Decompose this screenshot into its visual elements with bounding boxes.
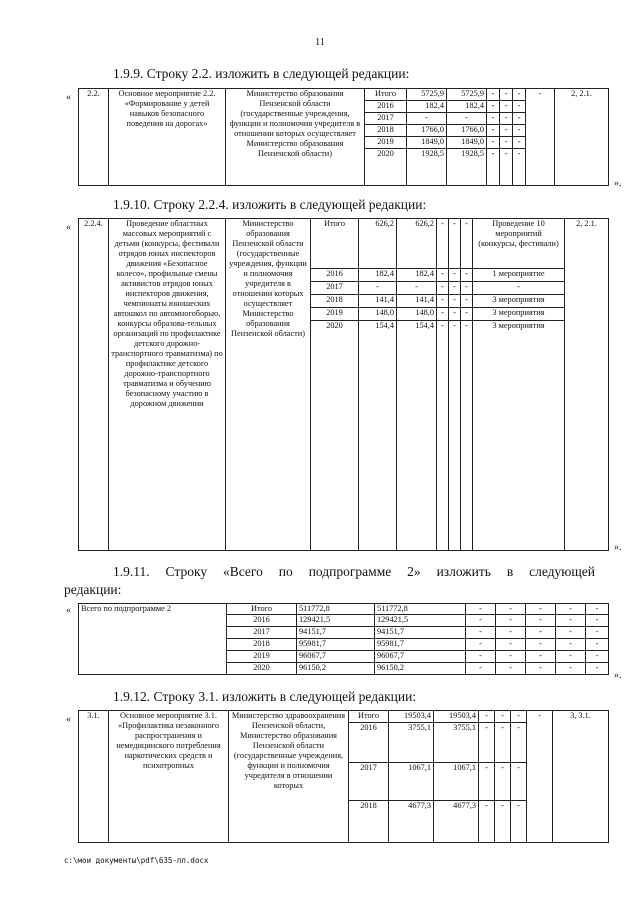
result-cell: 3 мероприятия — [473, 321, 565, 551]
result-cell: 3 мероприятия — [473, 308, 565, 321]
dash-cell: - — [513, 149, 526, 186]
dash-cell: - — [526, 627, 556, 639]
budget-cell: 19503,4 — [434, 711, 479, 723]
total-cell: 1849,0 — [407, 137, 447, 149]
dash-cell: - — [586, 627, 609, 639]
result-cell: 3 мероприятия — [473, 295, 565, 308]
dash-cell: - — [500, 101, 513, 113]
table-total-subprogram-2 — [78, 603, 609, 675]
total-cell: 95981,7 — [297, 639, 375, 651]
section-heading-3-1: 1.9.12. Строку 3.1. изложить в следующей редакции: — [113, 689, 417, 704]
budget-cell: 4677,3 — [434, 801, 479, 843]
budget-cell: 141,4 — [397, 295, 437, 308]
year-cell: Итого — [227, 604, 297, 615]
dash-cell: - — [487, 101, 500, 113]
total-cell: 154,4 — [359, 321, 397, 551]
dash-cell: - — [495, 763, 511, 801]
dash-cell: - — [511, 723, 527, 763]
budget-cell: 1928,5 — [447, 149, 487, 186]
dash-cell: - — [466, 651, 496, 663]
dash-cell: - — [437, 219, 449, 269]
dash-cell: - — [500, 149, 513, 186]
name-cell: Всего по подпрограмме 2 — [79, 604, 227, 675]
dash-cell: - — [511, 763, 527, 801]
dash-cell: - — [526, 604, 556, 615]
year-cell: 2020 — [227, 663, 297, 675]
page-number: 11 — [315, 37, 325, 48]
dash-cell: - — [487, 149, 500, 186]
dash-cell: - — [526, 663, 556, 675]
ref-cell: 2, 2.1. — [555, 89, 609, 186]
result-cell: 1 мероприятие — [473, 269, 565, 282]
dash-cell: - — [461, 308, 473, 321]
executor-cell: Министерство образования Пензенской области (государственные учреждения, функции и полномочия учредителя в отношении которых осуществляет Министерство образования Пензенской области) — [226, 89, 365, 186]
dash-cell: - — [466, 627, 496, 639]
budget-cell: 154,4 — [397, 321, 437, 551]
budget-cell: 94151,7 — [375, 627, 466, 639]
code-cell: 2.2.4. — [79, 219, 109, 551]
year-cell: 2018 — [227, 639, 297, 651]
year-cell: 2018 — [365, 125, 407, 137]
open-quote: « — [66, 714, 71, 725]
executor-cell: Министерство здравоохранения Пензенской области, Министерство образования Пензенской области (государственные учреждения, функции и полномочия учредителя в отношении которых — [229, 711, 349, 843]
dash-cell: - — [556, 615, 586, 627]
dash-cell: - — [496, 651, 526, 663]
dash-cell: - — [449, 219, 461, 269]
executor-cell: Министерство образования Пензенской области (государственные учреждения, функции и полномочия учредителя в отношении которых осуществляет Министерство образования Пензенской области) — [226, 219, 311, 551]
total-cell: 1766,0 — [407, 125, 447, 137]
dash-cell: - — [513, 113, 526, 125]
table-row-3-1 — [78, 710, 609, 843]
dash-cell: - — [479, 723, 495, 763]
budget-cell: 182,4 — [447, 101, 487, 113]
dash-cell: - — [466, 604, 496, 615]
year-cell: 2016 — [365, 101, 407, 113]
total-cell: 1928,5 — [407, 149, 447, 186]
ref-cell: 2, 2.1. — [565, 219, 609, 551]
dash-cell: - — [437, 321, 449, 551]
year-cell: 2020 — [311, 321, 359, 551]
dash-cell: - — [479, 711, 495, 723]
year-cell: 2016 — [227, 615, 297, 627]
budget-cell: 148,0 — [397, 308, 437, 321]
table-row-2-2 — [78, 88, 609, 186]
year-cell: Итого — [349, 711, 389, 723]
dash-cell: - — [487, 125, 500, 137]
dash-cell: - — [487, 89, 500, 101]
budget-cell: - — [397, 282, 437, 295]
dash-cell: - — [556, 639, 586, 651]
section-heading-2-2-4: 1.9.10. Строку 2.2.4. изложить в следующей редакции: — [113, 197, 427, 212]
year-cell: 2016 — [349, 723, 389, 763]
dash-cell: - — [500, 89, 513, 101]
year-cell: 2016 — [311, 269, 359, 282]
dash-cell: - — [495, 801, 511, 843]
close-quote: ». — [614, 178, 622, 189]
dash-cell: - — [496, 663, 526, 675]
dash-cell: - — [586, 604, 609, 615]
budget-cell: 95981,7 — [375, 639, 466, 651]
year-cell: 2020 — [365, 149, 407, 186]
budget-cell: 1067,1 — [434, 763, 479, 801]
budget-cell: 96150,2 — [375, 663, 466, 675]
total-cell: 5725,9 — [407, 89, 447, 101]
year-cell: 2017 — [311, 282, 359, 295]
dash-cell: - — [500, 125, 513, 137]
dash-cell: - — [556, 627, 586, 639]
name-cell: Проведение областных массовых мероприятий с детьми (конкурсы, фестивали отрядов юных инспекторов движения «Безопасное колесо», профильные смены активистов отрядов юных инспекторов движения, чемпионаты юношеских автошкол по автомногоборью, конкурсы образова-тельных организаций по профилактике детского дорожно-транспортного травматизма) по профилактике детского дорожно-транспортного травматизма и обучению безопасному участию в дорожном движении — [109, 219, 226, 551]
total-cell: 182,4 — [359, 269, 397, 282]
close-quote: ». — [614, 670, 622, 681]
year-cell: 2018 — [349, 801, 389, 843]
dash-cell: - — [449, 308, 461, 321]
dash-cell: - — [479, 801, 495, 843]
code-cell: 3.1. — [79, 711, 109, 843]
year-cell: 2019 — [365, 137, 407, 149]
total-cell: 96150,2 — [297, 663, 375, 675]
section-heading-total-2-line1: 1.9.11. Строку «Всего по подпрограмме 2» изложить в следующей — [113, 564, 595, 579]
year-cell: 2017 — [365, 113, 407, 125]
dash-cell: - — [461, 321, 473, 551]
dash-cell: - — [461, 219, 473, 269]
dash-cell: - — [500, 137, 513, 149]
year-cell: 2019 — [311, 308, 359, 321]
budget-cell: 129421,5 — [375, 615, 466, 627]
budget-cell: - — [447, 113, 487, 125]
dash-cell: - — [437, 295, 449, 308]
dash-cell: - — [526, 651, 556, 663]
year-cell: 2017 — [349, 763, 389, 801]
budget-cell: 182,4 — [397, 269, 437, 282]
dash-cell: - — [500, 113, 513, 125]
dash-cell: - — [479, 763, 495, 801]
total-cell: 94151,7 — [297, 627, 375, 639]
dash-cell: - — [466, 663, 496, 675]
year-cell: 2019 — [227, 651, 297, 663]
budget-cell: 96067,7 — [375, 651, 466, 663]
dash-cell: - — [526, 615, 556, 627]
section-heading-2-2: 1.9.9. Строку 2.2. изложить в следующей редакции: — [113, 66, 410, 81]
dash-cell: - — [449, 282, 461, 295]
total-cell: 4677,3 — [389, 801, 434, 843]
open-quote: « — [66, 605, 71, 616]
result-cell: - — [527, 711, 553, 843]
total-cell: - — [359, 282, 397, 295]
budget-cell: 626,2 — [397, 219, 437, 269]
dash-cell: - — [586, 651, 609, 663]
year-cell: Итого — [311, 219, 359, 269]
dash-cell: - — [513, 101, 526, 113]
budget-cell: 3755,1 — [434, 723, 479, 763]
dash-cell: - — [556, 663, 586, 675]
dash-cell: - — [449, 295, 461, 308]
dash-cell: - — [511, 801, 527, 843]
dash-cell: - — [461, 282, 473, 295]
dash-cell: - — [496, 615, 526, 627]
close-quote: ». — [614, 542, 622, 553]
section-heading-total-2-line2: редакции: — [64, 582, 122, 597]
ref-cell: 3, 3.1. — [553, 711, 609, 843]
budget-cell: 1766,0 — [447, 125, 487, 137]
dash-cell: - — [449, 321, 461, 551]
result-cell: - — [473, 282, 565, 295]
dash-cell: - — [466, 639, 496, 651]
dash-cell: - — [487, 137, 500, 149]
dash-cell: - — [461, 295, 473, 308]
open-quote: « — [66, 92, 71, 103]
name-cell: Основное мероприятие 2.2. «Формирование у детей навыков безопасного поведения на дорогах» — [109, 89, 226, 186]
dash-cell: - — [513, 125, 526, 137]
total-cell: 182,4 — [407, 101, 447, 113]
name-cell: Основное мероприятие 3.1. «Профилактика незаконного распространения и немедицинского потребления наркотических средств и психотропных — [109, 711, 229, 843]
dash-cell: - — [556, 604, 586, 615]
dash-cell: - — [487, 113, 500, 125]
total-cell: 96067,7 — [297, 651, 375, 663]
budget-cell: 1849,0 — [447, 137, 487, 149]
table-row-2-2-4 — [78, 218, 609, 551]
code-cell: 2.2. — [79, 89, 109, 186]
dash-cell: - — [496, 627, 526, 639]
result-cell: Проведение 10 мероприятий (конкурсы, фестивали) — [473, 219, 565, 269]
dash-cell: - — [513, 137, 526, 149]
year-cell: 2017 — [227, 627, 297, 639]
total-cell: 626,2 — [359, 219, 397, 269]
total-cell: 19503,4 — [389, 711, 434, 723]
dash-cell: - — [437, 308, 449, 321]
open-quote: « — [66, 222, 71, 233]
dash-cell: - — [586, 615, 609, 627]
dash-cell: - — [586, 639, 609, 651]
total-cell: 511772,8 — [297, 604, 375, 615]
dash-cell: - — [526, 639, 556, 651]
dash-cell: - — [437, 269, 449, 282]
dash-cell: - — [495, 723, 511, 763]
dash-cell: - — [496, 639, 526, 651]
budget-cell: 511772,8 — [375, 604, 466, 615]
dash-cell: - — [511, 711, 527, 723]
dash-cell: - — [495, 711, 511, 723]
dash-cell: - — [466, 615, 496, 627]
dash-cell: - — [449, 269, 461, 282]
dash-cell: - — [437, 282, 449, 295]
dash-cell: - — [556, 651, 586, 663]
dash-cell: - — [461, 269, 473, 282]
dash-cell: - — [496, 604, 526, 615]
dash-cell: - — [513, 89, 526, 101]
year-cell: Итого — [365, 89, 407, 101]
year-cell: 2018 — [311, 295, 359, 308]
total-cell: 148,0 — [359, 308, 397, 321]
total-cell: 3755,1 — [389, 723, 434, 763]
dash-cell: - — [586, 663, 609, 675]
file-path-footer: c:\мои документы\pdf\635-пп.docx — [64, 856, 209, 865]
result-cell: - — [526, 89, 555, 186]
total-cell: 141,4 — [359, 295, 397, 308]
total-cell: 129421,5 — [297, 615, 375, 627]
budget-cell: 5725,9 — [447, 89, 487, 101]
total-cell: - — [407, 113, 447, 125]
total-cell: 1067,1 — [389, 763, 434, 801]
